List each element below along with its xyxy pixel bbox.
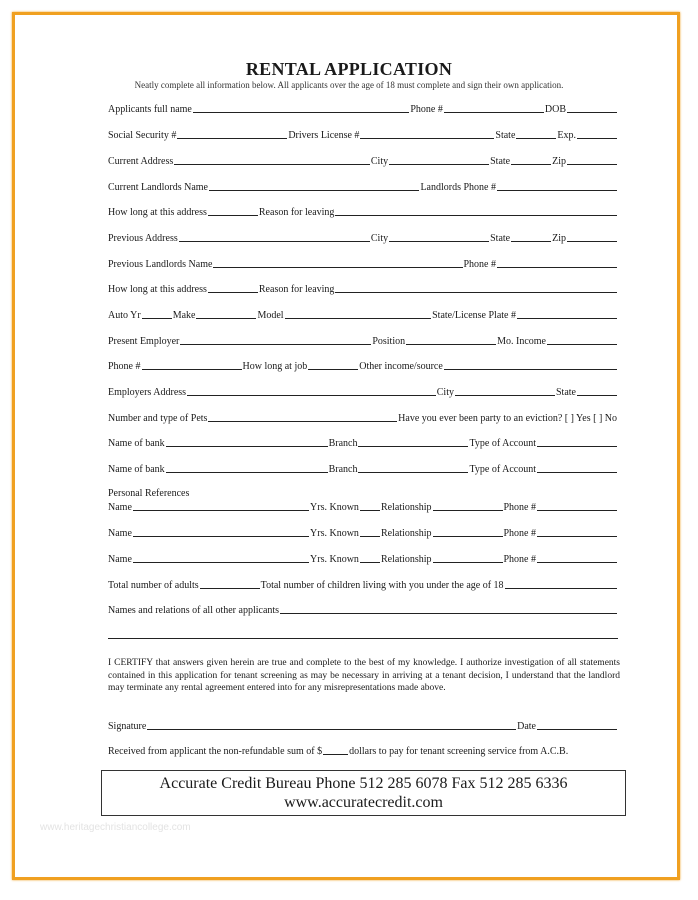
label-phone: Phone # [503, 554, 536, 565]
reference-3-yrs-field[interactable] [360, 561, 380, 563]
reference-3-phone-field[interactable] [537, 561, 617, 563]
label-employer: Present Employer [108, 336, 180, 347]
bank-2-field[interactable] [166, 471, 328, 473]
row-how-long-previous [108, 281, 618, 295]
exp-field[interactable] [577, 137, 617, 139]
label-relationship: Relationship [380, 554, 432, 565]
employer-phone-field[interactable] [142, 368, 242, 370]
row-auto [108, 307, 618, 321]
label-phone: Phone # [463, 259, 496, 270]
bureau-website: www.accuratecredit.com [284, 794, 443, 811]
total-children-field[interactable] [505, 587, 617, 589]
label-relationship: Relationship [380, 502, 432, 513]
label-relationship: Relationship [380, 528, 432, 539]
label-plate: State/License Plate # [432, 310, 516, 321]
label-how-long: How long at this address [108, 284, 207, 295]
label-state: State [556, 387, 576, 398]
label-reason: Reason for leaving [258, 284, 335, 295]
label-model: Model [257, 310, 284, 321]
previous-zip-field[interactable] [567, 240, 617, 242]
previous-state-field[interactable] [511, 240, 551, 242]
branch-1-field[interactable] [358, 445, 468, 447]
row-how-long-current [108, 204, 618, 218]
row-current-landlord [108, 179, 618, 193]
signature-field[interactable] [147, 728, 516, 730]
previous-address-field[interactable] [179, 240, 370, 242]
label-how-long: How long at this address [108, 207, 207, 218]
reference-2-phone-field[interactable] [537, 535, 617, 537]
make-field[interactable] [196, 317, 256, 319]
row-reference-1 [108, 499, 618, 513]
row-previous-landlord [108, 256, 618, 270]
label-auto-yr: Auto Yr [108, 310, 141, 321]
label-date: Date [517, 721, 536, 732]
label-branch: Branch [328, 438, 358, 449]
plate-field[interactable] [517, 317, 617, 319]
reference-3-relationship-field[interactable] [433, 561, 503, 563]
account-type-2-field[interactable] [537, 471, 617, 473]
label-received-a: Received from applicant the non-refundable sum of $ [108, 746, 323, 757]
label-pets: Number and type of Pets [108, 413, 208, 424]
label-income: Mo. Income [497, 336, 546, 347]
current-zip-field[interactable] [567, 163, 617, 165]
label-branch: Branch [328, 464, 358, 475]
received-sum-field[interactable] [323, 753, 348, 755]
label-state: State [490, 233, 511, 244]
label-employers-address: Employers Address [108, 387, 187, 398]
row-other-applicants [108, 602, 618, 616]
label-account-type: Type of Account [469, 438, 536, 449]
row-job-phone [108, 358, 618, 372]
reference-3-name-field[interactable] [133, 561, 309, 563]
reason-previous-field[interactable] [335, 291, 617, 293]
label-current-landlord: Current Landlords Name [108, 182, 208, 193]
label-name: Name [108, 554, 132, 565]
dob-field[interactable] [567, 111, 617, 113]
ssn-field[interactable] [177, 137, 287, 139]
label-reason: Reason for leaving [258, 207, 335, 218]
how-long-previous-field[interactable] [208, 291, 258, 293]
reference-1-relationship-field[interactable] [433, 509, 503, 511]
income-field[interactable] [547, 343, 617, 345]
label-yrs-known: Yrs. Known [310, 554, 359, 565]
certification-text: I CERTIFY that answers given herein are true and complete to the best of my knowledge. I authorize investigation of all statements contained in this application for tenant screening as may be necessary in arriving at a tenant decision, I understand that the landlord may terminate any rental agreement entered into for any misrepresentations made above. [108, 658, 620, 693]
current-landlord-field[interactable] [209, 189, 419, 191]
account-type-1-field[interactable] [537, 445, 617, 447]
label-bank: Name of bank [108, 464, 165, 475]
label-total-children: Total number of children living with you under the age of 18 [260, 580, 504, 591]
total-adults-field[interactable] [200, 587, 260, 589]
label-zip: Zip [552, 233, 566, 244]
label-total-adults: Total number of adults [108, 580, 199, 591]
current-city-field[interactable] [389, 163, 489, 165]
label-city: City [436, 387, 454, 398]
label-current-address: Current Address [108, 156, 174, 167]
label-drivers-license: Drivers License # [288, 130, 360, 141]
current-state-field[interactable] [511, 163, 551, 165]
label-phone: Phone # [503, 502, 536, 513]
label-yrs-known: Yrs. Known [310, 528, 359, 539]
label-name: Name [108, 528, 132, 539]
bureau-contact: Accurate Credit Bureau Phone 512 285 6078 Fax 512 285 6336 [159, 775, 568, 792]
employers-city-field[interactable] [455, 394, 555, 396]
label-other-income: Other income/source [359, 361, 443, 372]
bureau-box [101, 770, 626, 816]
previous-landlord-field[interactable] [213, 266, 462, 268]
instructions: Neatly complete all information below. All applicants over the age of 18 must complete and sign their own application. [134, 80, 564, 90]
watermark: www.heritagechristiancollege.com [40, 822, 191, 833]
label-previous-address: Previous Address [108, 233, 178, 244]
label-position: Position [372, 336, 406, 347]
bank-1-field[interactable] [166, 445, 328, 447]
section-personal-references: Personal References [108, 488, 190, 499]
label-received-b: dollars to pay for tenant screening service from A.C.B. [349, 746, 569, 757]
reference-1-phone-field[interactable] [537, 509, 617, 511]
label-exp: Exp. [557, 130, 576, 141]
auto-yr-field[interactable] [142, 317, 172, 319]
employers-address-field[interactable] [187, 394, 436, 396]
label-signature: Signature [108, 721, 147, 732]
label-phone: Phone # [108, 361, 141, 372]
label-previous-landlord: Previous Landlords Name [108, 259, 213, 270]
label-phone: Phone # [503, 528, 536, 539]
label-ssn: Social Security # [108, 130, 177, 141]
label-how-long-job: How long at job [242, 361, 308, 372]
label-city: City [370, 233, 389, 244]
row-employers-address [108, 384, 618, 398]
date-field[interactable] [537, 728, 617, 730]
page-title: RENTAL APPLICATION [245, 59, 453, 79]
row-applicant [108, 101, 618, 115]
reference-2-yrs-field[interactable] [360, 535, 380, 537]
row-signature [108, 718, 618, 732]
label-phone: Phone # [410, 104, 443, 115]
label-make: Make [172, 310, 196, 321]
reference-1-name-field[interactable] [133, 509, 309, 511]
reference-1-yrs-field[interactable] [360, 509, 380, 511]
row-bank-1 [108, 435, 618, 449]
row-bank-2 [108, 461, 618, 475]
label-zip: Zip [552, 156, 566, 167]
license-state-field[interactable] [516, 137, 556, 139]
row-ssn [108, 127, 618, 141]
row-received [108, 743, 618, 757]
current-address-field[interactable] [174, 163, 370, 165]
branch-2-field[interactable] [358, 471, 468, 473]
label-dob: DOB [544, 104, 566, 115]
other-applicants-field[interactable] [280, 612, 617, 614]
row-current-address [108, 153, 618, 167]
reference-2-relationship-field[interactable] [433, 535, 503, 537]
label-eviction[interactable]: Have you ever been party to an eviction? [ ] Yes [ ] No [398, 413, 617, 424]
drivers-license-field[interactable] [360, 137, 494, 139]
row-pets [108, 410, 618, 424]
label-applicant-name: Applicants full name [108, 104, 192, 115]
applicant-name-field[interactable] [193, 111, 410, 113]
phone-field[interactable] [444, 111, 544, 113]
label-name: Name [108, 502, 132, 513]
row-reference-3 [108, 551, 618, 565]
label-other-applicants: Names and relations of all other applicants [108, 605, 280, 616]
row-household [108, 577, 618, 591]
employer-field[interactable] [180, 343, 371, 345]
position-field[interactable] [406, 343, 496, 345]
previous-city-field[interactable] [389, 240, 489, 242]
label-landlords-phone: Landlords Phone # [420, 182, 496, 193]
model-field[interactable] [285, 317, 432, 319]
how-long-job-field[interactable] [308, 368, 358, 370]
employers-state-field[interactable] [577, 394, 617, 396]
label-city: City [370, 156, 389, 167]
label-state: State [495, 130, 516, 141]
label-state: State [490, 156, 511, 167]
label-bank: Name of bank [108, 438, 165, 449]
other-income-field[interactable] [444, 368, 617, 370]
row-employer [108, 333, 618, 347]
how-long-current-field[interactable] [208, 214, 258, 216]
reference-2-name-field[interactable] [133, 535, 309, 537]
landlords-phone-field[interactable] [497, 189, 617, 191]
previous-landlord-phone-field[interactable] [497, 266, 617, 268]
pets-field[interactable] [208, 420, 397, 422]
reason-current-field[interactable] [335, 214, 617, 216]
row-reference-2 [108, 525, 618, 539]
label-yrs-known: Yrs. Known [310, 502, 359, 513]
label-account-type: Type of Account [469, 464, 536, 475]
row-previous-address [108, 230, 618, 244]
other-applicants-line-2[interactable] [108, 637, 618, 639]
